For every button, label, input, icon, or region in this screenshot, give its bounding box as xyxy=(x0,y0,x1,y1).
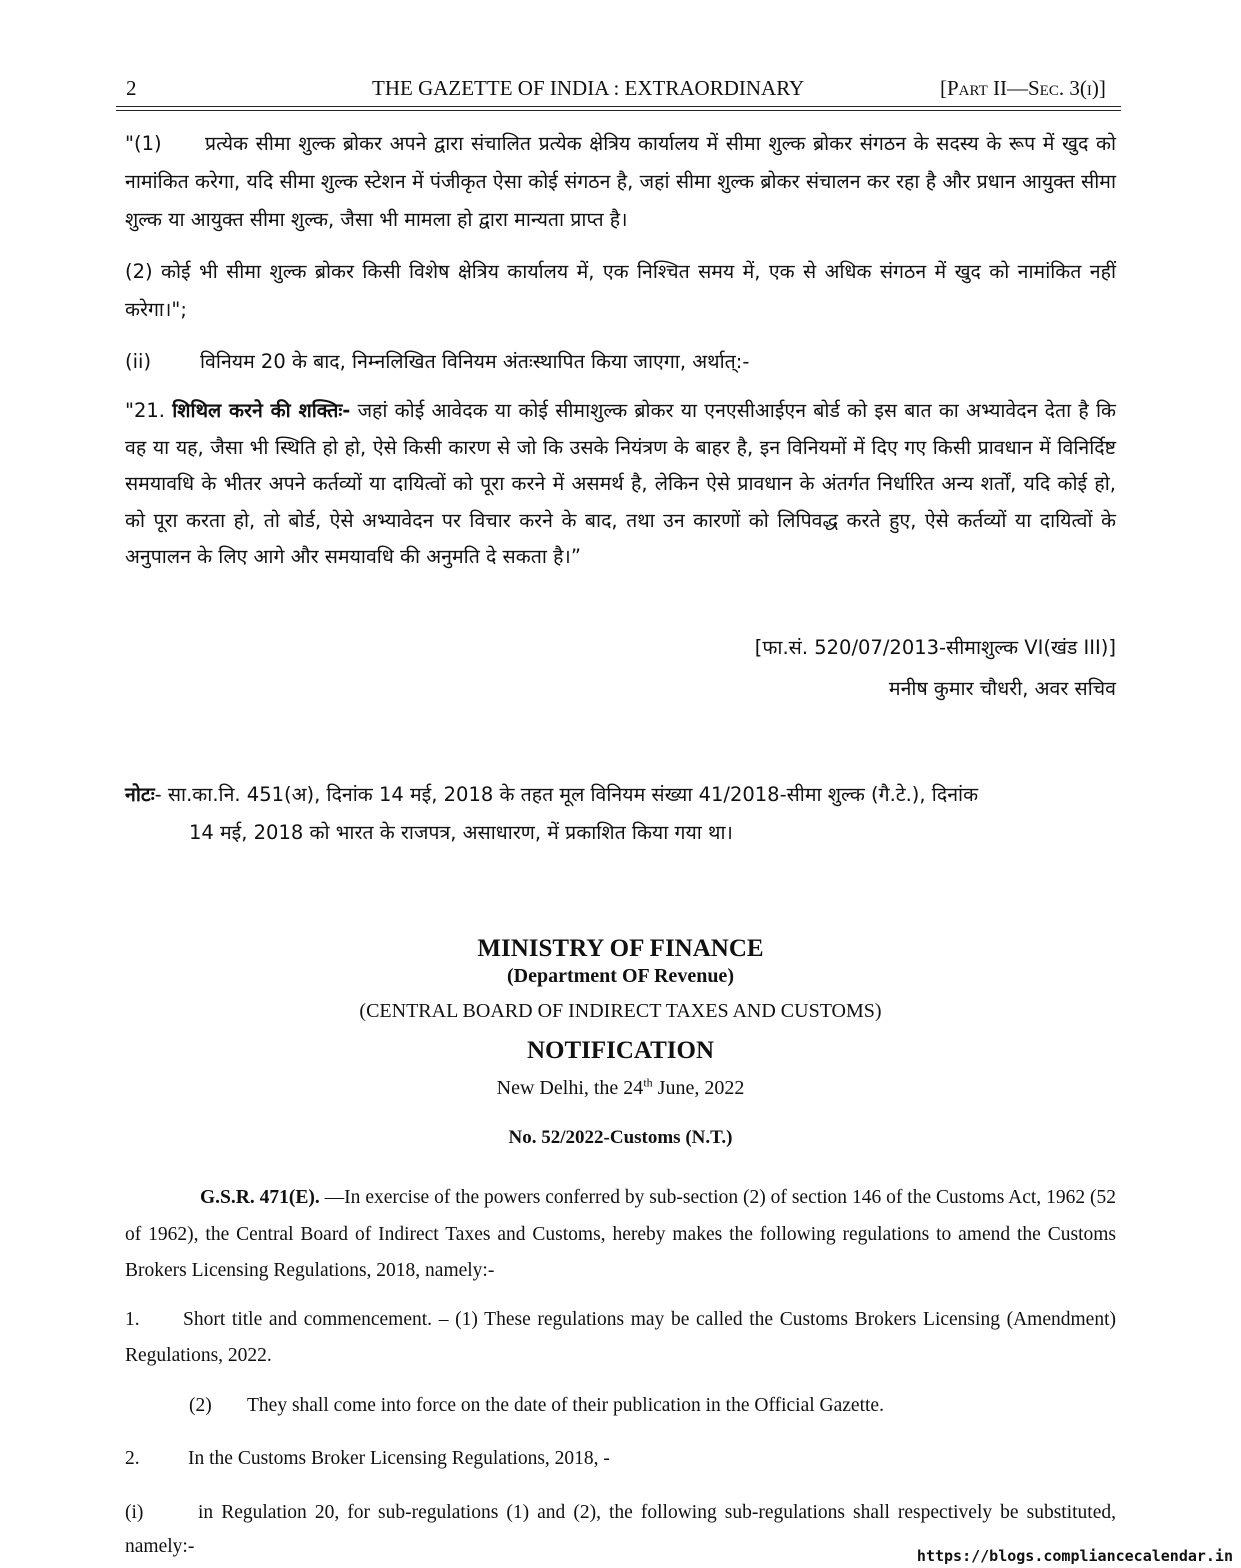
note-line-1 xyxy=(125,780,978,807)
gsr-paragraph xyxy=(125,1180,1116,1290)
item-1-text: Short title and commencement. – (1) These regulations may be called the Customs Brokers Licensing (Amendment) Regulations, 2022. xyxy=(125,1309,1116,1366)
regulation-21-text: जहां कोई आवेदक या कोई सीमाशुल्क ब्रोकर या एनएसीआईएन बोर्ड को इस बात का अभ्यावेदन देता है कि वह या यह, जैसा भी स्थिति हो हो, ऐसे किसी कारण से जो कि उसके नियंत्रण के बाहर है, इन विनियमों में दिए गए किसी प्रावधान में विनिर्दिष्ट समयावधि के भीतर अपने कर्तव्यों या दायित्वों को पूरा करने में असमर्थ है, लेकिन ऐसे प्रावधान के अंतर्गत निर्धारित अन्य शर्तों, यदि कोई हो, को पूरा करता हो, तो बोर्ड, ऐसे अभ्यावेदन पर विचार करने के बाद, तथा उन कारणों को लिपिवद्ध करते हुए, ऐसे कर्तव्यों या दायित्वों के अनुपालन के लिए आगे और समयावधि की अनुमति दे सकता है।” xyxy=(125,399,1116,568)
notification-number: No. 52/2022-Customs (N.T.) xyxy=(508,1127,733,1148)
hindi-paragraph-1 xyxy=(125,125,1116,239)
date-suffix: June, 2022 xyxy=(652,1077,745,1099)
watermark-url: https://blogs.compliancecalendar.in xyxy=(916,1547,1233,1565)
file-number: [फा.सं. 520/07/2013-सीमाशुल्क VI(खंड III)] xyxy=(754,636,1116,659)
item-2 xyxy=(125,1448,610,1470)
hindi-paragraph-2: (2) कोई भी सीमा शुल्क ब्रोकर किसी विशेष क्षेत्रिय कार्यालय में, एक निश्चित समय में, एक से अधिक संगठन में खुद को नामांकित नहीं करेगा।"; xyxy=(125,260,1116,321)
hindi-paragraph-3-number: (ii) xyxy=(125,350,152,373)
item-2-text: In the Customs Broker Licensing Regulations, 2018, - xyxy=(188,1448,610,1469)
item-1-sub-2-text: They shall come into force on the date of their publication in the Official Gazette. xyxy=(247,1395,884,1416)
date-superscript: th xyxy=(643,1075,653,1090)
gazette-title: THE GAZETTE OF INDIA : EXTRAORDINARY xyxy=(372,76,805,100)
board-heading: (CENTRAL BOARD OF INDIRECT TAXES AND CUSTOMS) xyxy=(359,1000,882,1022)
item-1-sub-2-number: (2) xyxy=(189,1395,212,1416)
ministry-heading: MINISTRY OF FINANCE xyxy=(477,935,764,962)
date-prefix: New Delhi, the 24 xyxy=(496,1077,644,1099)
item-i-text: in Regulation 20, for sub-regulations (1) and (2), the following sub-regulations shall respectively be substituted, namely:- xyxy=(125,1502,1116,1557)
item-1-sub-2 xyxy=(189,1395,884,1417)
hindi-paragraph-4 xyxy=(125,393,1116,576)
gsr-label: G.S.R. 471(E). xyxy=(200,1187,320,1208)
page-number: 2 xyxy=(126,76,137,100)
gazette-part: [Part II—Sec. 3(i)] xyxy=(940,76,1106,100)
gsr-text: —In exercise of the powers conferred by sub-section (2) of section 146 of the Customs Act, 1962 (52 of 1962), the Central Board of Indirect Taxes and Customs, hereby makes the following regulations to amend the Customs Brokers Licensing Regulations, 2018, namely:- xyxy=(125,1187,1117,1281)
item-1-number: 1. xyxy=(125,1309,140,1330)
regulation-21-prefix: "21. xyxy=(125,399,173,422)
note-label: नोटः xyxy=(125,783,155,806)
signatory: मनीष कुमार चौधरी, अवर सचिव xyxy=(888,677,1116,700)
hindi-paragraph-3-text: विनियम 20 के बाद, निम्नलिखित विनियम अंतःस्थापित किया जाएगा, अर्थात्:- xyxy=(200,350,750,373)
hindi-paragraph-1-text: प्रत्येक सीमा शुल्क ब्रोकर अपने द्वारा संचालित प्रत्येक क्षेत्रिय कार्यालय में सीमा शुल्क ब्रोकर संगठन के सदस्य के रूप में खुद को नामांकित करेगा, यदि सीमा शुल्क स्टेशन में पंजीकृत ऐसा कोई संगठन है, जहां सीमा शुल्क ब्रोकर संचालन कर रहा है और प्रधान आयुक्त सीमा शुल्क या आयुक्त सीमा शुल्क, जैसा भी मामला हो द्वारा मान्यता प्राप्त है। xyxy=(125,132,1116,231)
notification-heading: NOTIFICATION xyxy=(526,1037,715,1064)
header-rule-double xyxy=(116,110,1121,111)
note-text-1: - सा.का.नि. 451(अ), दिनांक 14 मई, 2018 के तहत मूल विनियम संख्या 41/2018-सीमा शुल्क (गै.टे.), दिनांक xyxy=(154,783,979,806)
notification-date xyxy=(0,1077,1241,1100)
regulation-21-heading: शिथिल करने की शक्तिः- xyxy=(172,399,351,422)
item-2-number: 2. xyxy=(125,1448,140,1469)
department-heading: (Department OF Revenue) xyxy=(507,965,734,987)
item-i-number: (i) xyxy=(125,1502,144,1523)
header-rule xyxy=(116,106,1121,107)
note-line-2: 14 मई, 2018 को भारत के राजपत्र, असाधारण, में प्रकाशित किया गया था। xyxy=(189,821,733,844)
hindi-paragraph-1-number: "(1) xyxy=(125,132,162,155)
hindi-paragraph-3 xyxy=(125,347,1116,377)
item-1 xyxy=(125,1302,1116,1374)
